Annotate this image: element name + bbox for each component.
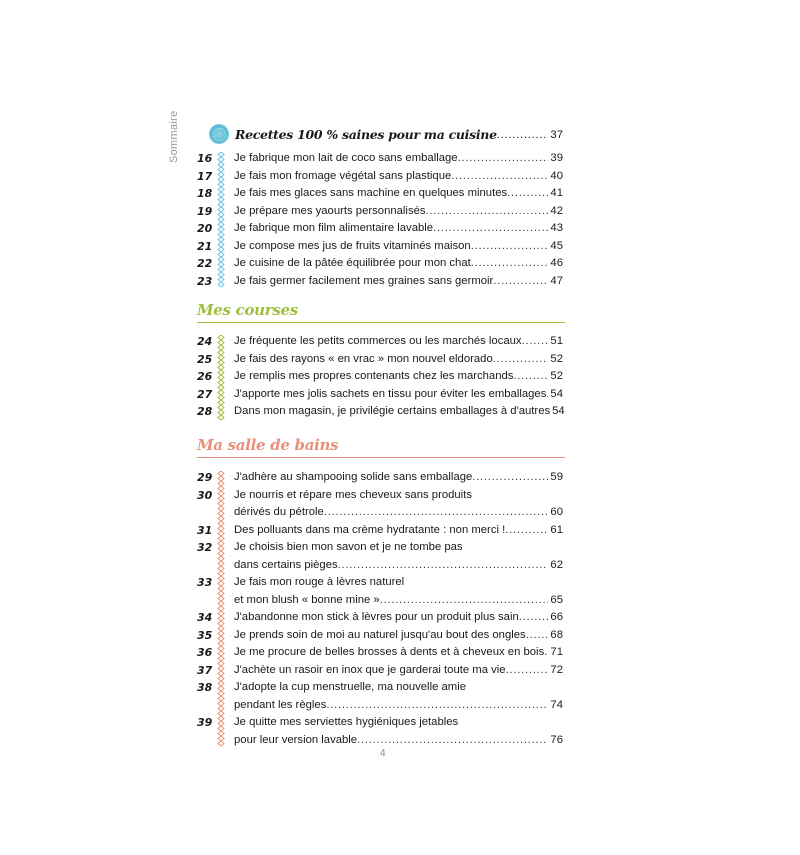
toc-entry-continuation[interactable] bbox=[197, 557, 563, 575]
entry-number: 38 bbox=[197, 681, 213, 694]
entry-number: 19 bbox=[197, 204, 213, 218]
entry-number: 31 bbox=[197, 523, 213, 537]
intro-page: 37 bbox=[550, 129, 563, 141]
entry-page: 52 bbox=[550, 352, 563, 365]
entry-title: Des polluants dans ma crème hydratante : non merci ! bbox=[234, 523, 506, 536]
toc-entry[interactable] bbox=[197, 168, 563, 186]
toc-entry[interactable] bbox=[197, 679, 563, 697]
leader-dots bbox=[338, 557, 549, 575]
entry-title: Je quitte mes serviettes hygiéniques jetables bbox=[234, 716, 459, 728]
leader-dots bbox=[505, 522, 548, 540]
leader-dots bbox=[519, 609, 549, 627]
entry-page: 68 bbox=[550, 628, 563, 641]
entry-number: 29 bbox=[197, 471, 213, 484]
leader-dots bbox=[471, 255, 549, 273]
toc-entry-continuation[interactable] bbox=[197, 592, 563, 610]
leader-dots bbox=[451, 168, 548, 186]
toc-entry-continuation[interactable] bbox=[197, 504, 563, 522]
entry-page: 47 bbox=[550, 274, 563, 287]
entry-page: 43 bbox=[550, 222, 563, 234]
entry-number: 25 bbox=[197, 352, 213, 366]
entry-number: 30 bbox=[197, 488, 213, 502]
entry-number: 37 bbox=[197, 663, 213, 677]
side-label-sommaire: Sommaire bbox=[168, 110, 180, 163]
toc-entry[interactable] bbox=[197, 333, 563, 351]
leader-dots bbox=[458, 150, 549, 168]
entry-number: 36 bbox=[197, 646, 213, 659]
leader-dots bbox=[380, 592, 549, 610]
entry-page: 61 bbox=[550, 523, 563, 536]
toc-entry[interactable] bbox=[197, 351, 563, 369]
entry-title: Je fais mon fromage végétal sans plastique bbox=[234, 169, 452, 182]
leader-dots bbox=[522, 333, 549, 351]
entry-title: Je remplis mes propres contenants chez les marchands bbox=[234, 370, 514, 382]
entry-page: 51 bbox=[550, 335, 563, 347]
entry-title: pour leur version lavable bbox=[234, 733, 358, 746]
entry-title: dans certains pièges bbox=[234, 558, 338, 571]
leader-dots bbox=[513, 368, 548, 386]
intro-entry[interactable] bbox=[209, 124, 563, 146]
leader-dots bbox=[493, 351, 549, 369]
entry-title: Je fais germer facilement mes graines sans germoir bbox=[234, 274, 494, 287]
toc-entry[interactable] bbox=[197, 203, 563, 221]
toc-entry[interactable] bbox=[197, 574, 563, 592]
entry-page: 46 bbox=[550, 257, 563, 269]
entry-number: 24 bbox=[197, 335, 213, 348]
entry-page: 60 bbox=[550, 506, 563, 518]
entry-page: 42 bbox=[550, 204, 563, 217]
entry-page: 40 bbox=[550, 169, 563, 182]
entry-number: 32 bbox=[197, 541, 213, 554]
entry-title: Je compose mes jus de fruits vitaminés maison bbox=[234, 239, 471, 252]
entry-title: Je prends soin de moi au naturel jusqu'au bout des ongles bbox=[234, 628, 526, 641]
toc-entry[interactable] bbox=[197, 403, 563, 421]
entry-page: 54 bbox=[550, 387, 563, 400]
entry-title: Je fabrique mon film alimentaire lavable bbox=[234, 222, 434, 234]
toc-entry[interactable] bbox=[197, 273, 563, 291]
toc-entry[interactable] bbox=[197, 386, 563, 404]
leader-dots bbox=[324, 504, 549, 522]
leader-dots bbox=[433, 220, 548, 238]
toc-entry[interactable] bbox=[197, 714, 563, 732]
toc-entry[interactable] bbox=[197, 368, 563, 386]
entry-title: Je choisis bien mon savon et je ne tombe pas bbox=[234, 541, 463, 553]
toc-entry[interactable] bbox=[197, 150, 563, 168]
circle-badge-icon bbox=[209, 124, 229, 144]
section-title: Mes courses bbox=[197, 301, 298, 319]
entry-title: Je prépare mes yaourts personnalisés bbox=[234, 204, 426, 217]
entry-number: 27 bbox=[197, 387, 213, 401]
entry-page: 62 bbox=[550, 558, 563, 571]
entry-page: 52 bbox=[550, 370, 563, 382]
entry-title: J'achète un rasoir en inox que je garderai toute ma vie bbox=[234, 663, 506, 676]
leader-dots bbox=[326, 697, 548, 715]
entry-number: 21 bbox=[197, 239, 213, 253]
entry-number: 23 bbox=[197, 274, 213, 288]
entry-number: 34 bbox=[197, 611, 213, 624]
leader-dots bbox=[426, 203, 549, 221]
entry-page: 71 bbox=[550, 646, 563, 658]
section-rule bbox=[197, 322, 565, 324]
entry-number: 18 bbox=[197, 187, 213, 200]
toc-entry[interactable] bbox=[197, 185, 563, 203]
entry-page: 65 bbox=[550, 593, 563, 606]
entry-title: Je nourris et répare mes cheveux sans produits bbox=[234, 488, 472, 501]
entry-title: dérivés du pétrole bbox=[234, 506, 324, 518]
toc-entry[interactable] bbox=[197, 487, 563, 505]
entry-number: 22 bbox=[197, 257, 213, 270]
entry-page: 74 bbox=[550, 698, 563, 711]
section-title: Ma salle de bains bbox=[197, 436, 339, 454]
entry-number: 26 bbox=[197, 370, 213, 383]
entry-page: 59 bbox=[550, 471, 563, 483]
toc-entry[interactable] bbox=[197, 469, 563, 487]
entry-page: 45 bbox=[550, 239, 563, 252]
entry-number: 39 bbox=[197, 716, 213, 729]
section-header-courses bbox=[197, 301, 565, 323]
entry-title: J'adopte la cup menstruelle, ma nouvelle amie bbox=[234, 681, 466, 693]
leader-dots bbox=[471, 238, 549, 256]
toc-entry[interactable] bbox=[197, 539, 563, 557]
toc-entry[interactable] bbox=[197, 609, 563, 627]
entry-title: Je cuisine de la pâtée équilibrée pour mon chat bbox=[234, 257, 471, 269]
entry-title: Dans mon magasin, je privilégie certains emballages à d'autres bbox=[234, 405, 551, 417]
toc-entry[interactable] bbox=[197, 627, 563, 645]
toc-entry-continuation[interactable] bbox=[197, 732, 563, 750]
leader-dots bbox=[497, 124, 549, 146]
entry-title: Je fréquente les petits commerces ou les marchés locaux bbox=[234, 335, 522, 347]
entry-page: 41 bbox=[550, 187, 563, 199]
leader-dots bbox=[472, 469, 548, 487]
toc-entry[interactable] bbox=[197, 220, 563, 238]
toc-entry[interactable] bbox=[197, 522, 563, 540]
toc-entry-continuation[interactable] bbox=[197, 697, 563, 715]
decorative-chain-icon bbox=[217, 471, 225, 749]
entry-title: Je fais mon rouge à lèvres naturel bbox=[234, 576, 405, 588]
decorative-chain-icon bbox=[217, 152, 225, 290]
leader-dots bbox=[507, 185, 548, 203]
toc-entry[interactable] bbox=[197, 662, 563, 680]
entry-page: 76 bbox=[550, 733, 563, 746]
entry-page: 72 bbox=[550, 663, 563, 676]
entry-title: Je fais mes glaces sans machine en quelques minutes bbox=[234, 187, 508, 199]
entry-page: 39 bbox=[550, 152, 563, 164]
section-rule bbox=[197, 457, 565, 459]
entry-title: Je me procure de belles brosses à dents et à cheveux en bois bbox=[234, 646, 545, 658]
entry-title: J'adhère au shampooing solide sans emballage bbox=[234, 471, 473, 483]
entry-number: 33 bbox=[197, 576, 213, 589]
leader-dots bbox=[526, 627, 549, 645]
page-number: 4 bbox=[380, 748, 386, 759]
entry-title: et mon blush « bonne mine » bbox=[234, 593, 380, 606]
entry-page: 54 bbox=[552, 405, 565, 417]
entry-page: 66 bbox=[550, 611, 563, 623]
entry-title: Je fais des rayons « en vrac » mon nouvel eldorado bbox=[234, 352, 493, 365]
entry-number: 28 bbox=[197, 405, 213, 418]
entry-title: pendant les règles bbox=[234, 698, 327, 711]
leader-dots bbox=[357, 732, 548, 750]
section-header-bains bbox=[197, 436, 565, 458]
toc-entry[interactable] bbox=[197, 644, 563, 662]
entry-number: 35 bbox=[197, 628, 213, 642]
toc-entry[interactable] bbox=[197, 255, 563, 273]
leader-dots bbox=[506, 662, 549, 680]
decorative-chain-icon bbox=[217, 335, 225, 421]
entry-number: 17 bbox=[197, 169, 213, 183]
toc-entry[interactable] bbox=[197, 238, 563, 256]
entry-title: J'apporte mes jolis sachets en tissu pour éviter les emballages bbox=[234, 387, 547, 400]
entry-number: 16 bbox=[197, 152, 213, 165]
intro-title: Recettes 100 % saines pour ma cuisine bbox=[235, 127, 497, 142]
entry-number: 20 bbox=[197, 222, 213, 235]
leader-dots bbox=[493, 273, 548, 291]
entry-title: J'abandonne mon stick à lèvres pour un produit plus sain bbox=[234, 611, 519, 623]
entry-title: Je fabrique mon lait de coco sans emballage bbox=[234, 152, 458, 164]
